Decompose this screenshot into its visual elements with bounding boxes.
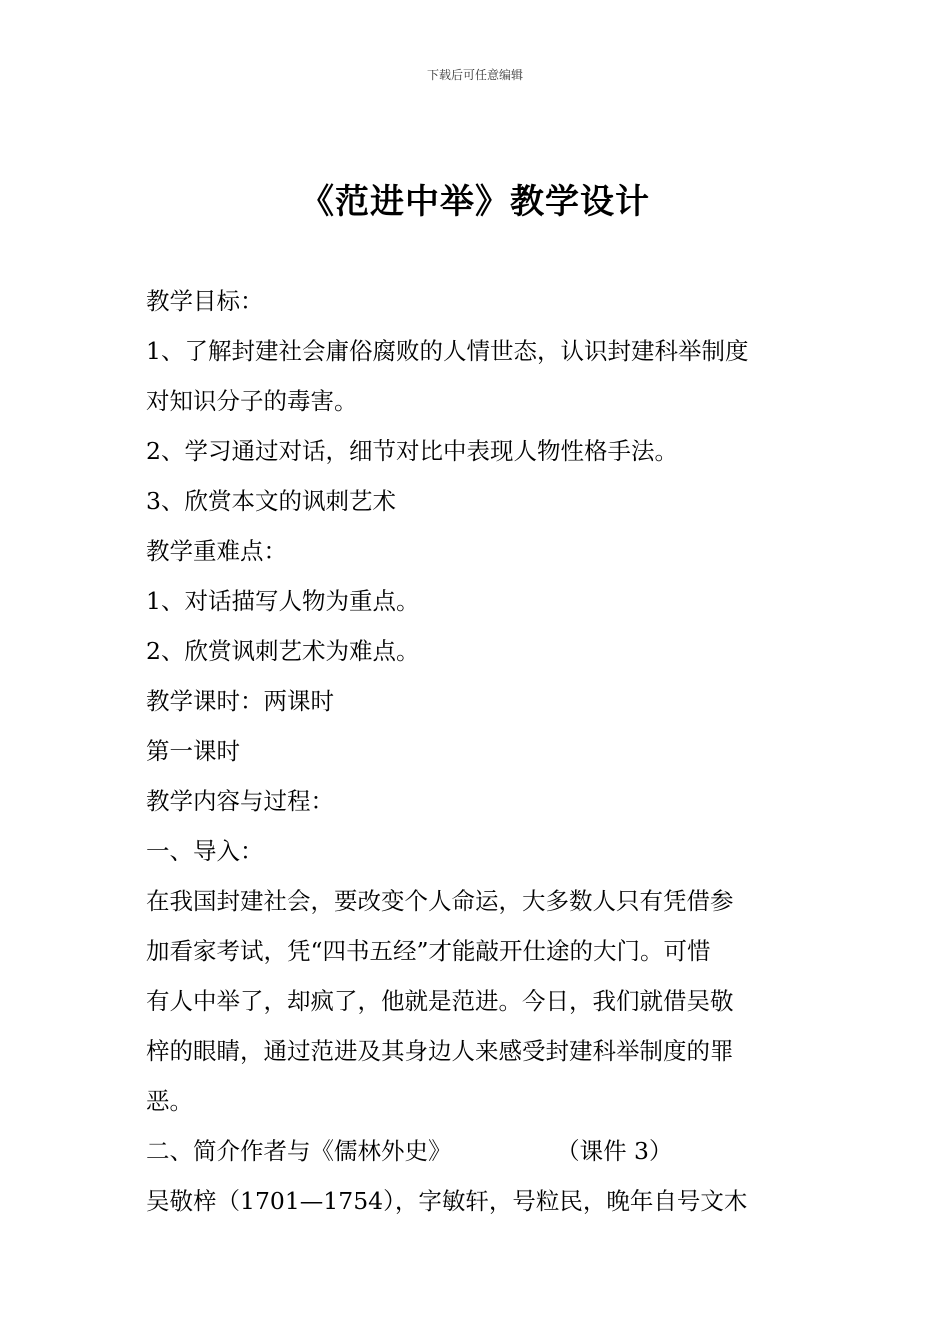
- text-line: 教学课时：两课时: [146, 687, 334, 715]
- page-header: 下载后可任意编辑: [426, 68, 523, 82]
- section-heading-intro: 一、导入：: [146, 837, 264, 865]
- text-line: 在我国封建社会，要改变个人命运，大多数人只有凭借参: [146, 887, 734, 915]
- document-title: 《范进中举》教学设计: [300, 182, 650, 222]
- text-line: 3、欣赏本文的讽刺艺术: [146, 487, 396, 515]
- text-line: 1、了解封建社会庸俗腐败的人情世态，认识封建科举制度: [146, 337, 749, 365]
- section-heading-objectives: 教学目标：: [146, 287, 264, 315]
- text-line: 第一课时: [146, 737, 240, 765]
- text-line: 1、对话描写人物为重点。: [146, 587, 420, 615]
- text-line: 2、学习通过对话，细节对比中表现人物性格手法。: [146, 437, 678, 465]
- text-line: 梓的眼睛，通过范进及其身边人来感受封建科举制度的罪: [146, 1037, 734, 1065]
- section-heading-author: 二、简介作者与《儒林外史》 （课件 3）: [146, 1137, 673, 1165]
- section-heading-process: 教学内容与过程：: [146, 787, 334, 815]
- text-line: 有人中举了，却疯了，他就是范进。今日，我们就借吴敬: [146, 987, 734, 1015]
- text-line: 对知识分子的毒害。: [146, 387, 358, 415]
- document-body: [146, 276, 816, 1226]
- text-line: 加看家考试，凭“四书五经”才能敲开仕途的大门。可惜: [146, 937, 711, 965]
- text-line: 恶。: [146, 1087, 193, 1115]
- text-line: 2、欣赏讽刺艺术为难点。: [146, 637, 420, 665]
- section-heading-key-points: 教学重难点：: [146, 537, 287, 565]
- text-line: 吴敬梓（1701—1754），字敏轩，号粒民，晚年自号文木: [146, 1187, 748, 1215]
